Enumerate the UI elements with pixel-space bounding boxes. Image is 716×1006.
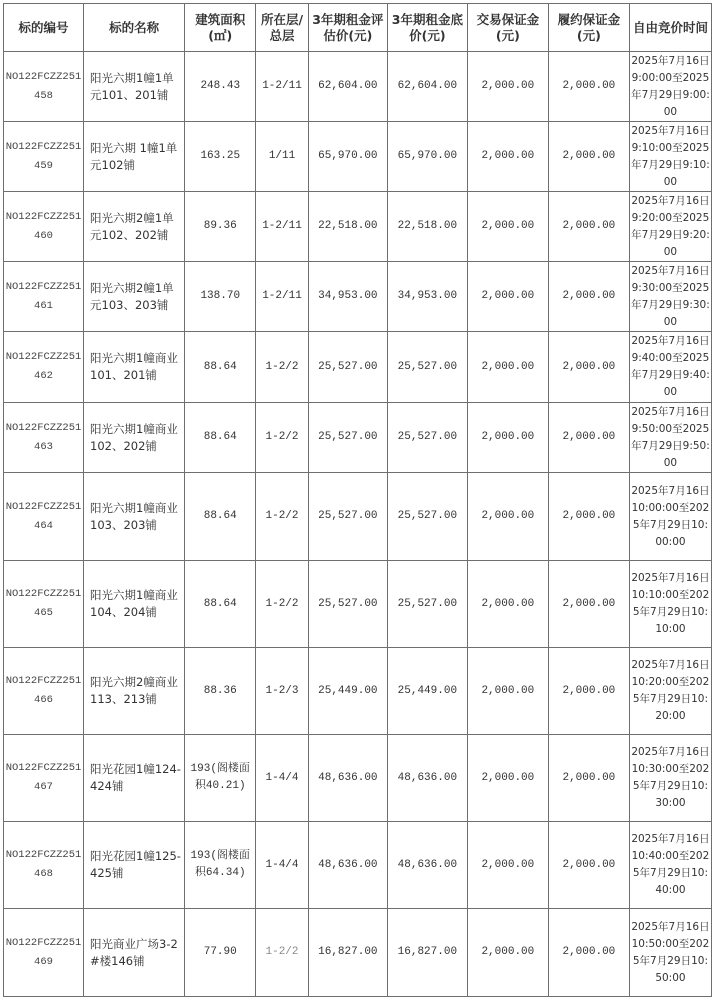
lot-name-cell-text: 阳光六期1幢1单元101、201铺 xyxy=(90,70,174,102)
performance-deposit-cell xyxy=(548,403,629,473)
bidding-time-cell-text: 2025年7月16日9:50:00至2025年7月29日9:50:00 xyxy=(631,405,710,469)
lot-name-cell-text: 阳光商业广场3-2#楼146铺 xyxy=(90,936,178,968)
auction-lot-table xyxy=(3,3,712,997)
assessed-rent-cell-text: 25,527.00 xyxy=(318,597,378,610)
assessed-rent-cell-text: 62,604.00 xyxy=(318,80,378,92)
base-rent-cell xyxy=(387,52,467,122)
lot-id-cell-text: NO122FCZZ251469 xyxy=(5,936,82,968)
area-cell-text: 77.90 xyxy=(203,946,237,958)
header-base-rent: 3年期租金底价(元) xyxy=(387,4,467,52)
bidding-time-cell-text: 2025年7月16日10:00:00至2025年7月29日10:00:00 xyxy=(631,484,710,548)
floor-cell xyxy=(256,262,309,332)
table-row xyxy=(4,403,712,473)
performance-deposit-cell-text: 2,000.00 xyxy=(562,858,616,871)
floor-cell xyxy=(256,332,309,403)
assessed-rent-cell xyxy=(308,262,387,332)
base-rent-cell xyxy=(387,909,467,997)
performance-deposit-cell xyxy=(548,262,629,332)
trade-deposit-cell xyxy=(467,648,548,735)
trade-deposit-cell xyxy=(467,909,548,997)
base-rent-cell-text: 25,449.00 xyxy=(397,684,458,697)
performance-deposit-cell-text: 2,000.00 xyxy=(562,431,616,443)
header-lot-id: 标的编号 xyxy=(4,4,84,52)
table-body xyxy=(4,52,712,997)
area-cell xyxy=(185,822,256,909)
lot-name-cell-text: 阳光六期 1幢1单元102铺 xyxy=(90,140,178,172)
lot-name-cell-text: 阳光六期2幢1单元103、203铺 xyxy=(90,280,174,312)
table-row xyxy=(4,192,712,262)
assessed-rent-cell xyxy=(308,648,387,735)
floor-cell xyxy=(256,192,309,262)
assessed-rent-cell xyxy=(308,822,387,909)
area-cell-text: 193(阁楼面积64.34) xyxy=(190,850,250,879)
performance-deposit-cell xyxy=(548,735,629,822)
auction-table-wrapper xyxy=(3,3,712,997)
floor-cell xyxy=(256,473,309,561)
table-row xyxy=(4,262,712,332)
table-row xyxy=(4,648,712,735)
lot-id-cell-text: NO122FCZZ251458 xyxy=(5,70,82,102)
lot-name-cell-text: 阳光六期1幢商业104、204铺 xyxy=(90,588,178,619)
bidding-time-cell-text: 2025年7月16日9:40:00至2025年7月29日9:40:00 xyxy=(631,335,710,398)
area-cell xyxy=(185,122,256,192)
lot-id-cell xyxy=(4,735,84,822)
performance-deposit-cell-text: 2,000.00 xyxy=(562,80,616,92)
bidding-time-cell xyxy=(629,822,711,909)
header-performance-deposit: 履约保证金(元) xyxy=(548,4,629,52)
base-rent-cell-text: 65,970.00 xyxy=(397,150,458,162)
trade-deposit-cell xyxy=(467,122,548,192)
performance-deposit-cell xyxy=(548,822,629,909)
floor-cell-text: 1-2/2 xyxy=(265,597,299,610)
floor-cell-text: 1-4/4 xyxy=(265,771,299,784)
area-cell xyxy=(185,52,256,122)
bidding-time-cell xyxy=(629,262,711,332)
bidding-time-cell-text: 2025年7月16日9:30:00至2025年7月29日9:30:00 xyxy=(631,264,710,328)
floor-cell xyxy=(256,122,309,192)
bidding-time-cell xyxy=(629,122,711,192)
lot-id-cell-text: NO122FCZZ251463 xyxy=(5,421,82,453)
floor-cell-text: 1-2/11 xyxy=(262,290,302,302)
trade-deposit-cell-text: 2,000.00 xyxy=(481,80,535,92)
performance-deposit-cell xyxy=(548,909,629,997)
assessed-rent-cell-text: 25,527.00 xyxy=(318,510,378,522)
base-rent-cell-text: 16,827.00 xyxy=(397,946,458,958)
trade-deposit-cell-text: 2,000.00 xyxy=(481,597,535,610)
lot-name-cell-text: 阳光花园1幢124-424铺 xyxy=(90,762,181,793)
trade-deposit-cell-text: 2,000.00 xyxy=(481,290,535,302)
trade-deposit-cell-text: 2,000.00 xyxy=(481,431,535,443)
base-rent-cell xyxy=(387,192,467,262)
trade-deposit-cell xyxy=(467,561,548,648)
area-cell-text: 88.64 xyxy=(203,597,237,610)
table-header-row xyxy=(4,4,712,52)
table-row xyxy=(4,909,712,997)
trade-deposit-cell xyxy=(467,332,548,403)
lot-id-cell-text: NO122FCZZ251466 xyxy=(5,675,82,706)
performance-deposit-cell xyxy=(548,648,629,735)
base-rent-cell xyxy=(387,473,467,561)
base-rent-cell-text: 34,953.00 xyxy=(397,290,458,302)
assessed-rent-cell xyxy=(308,332,387,403)
table-row xyxy=(4,822,712,909)
table-row xyxy=(4,332,712,403)
area-cell-text: 88.36 xyxy=(203,684,237,697)
area-cell xyxy=(185,648,256,735)
assessed-rent-cell xyxy=(308,473,387,561)
assessed-rent-cell-text: 25,449.00 xyxy=(318,684,378,697)
lot-id-cell xyxy=(4,561,84,648)
assessed-rent-cell xyxy=(308,52,387,122)
area-cell xyxy=(185,192,256,262)
floor-cell-text: 1-2/3 xyxy=(265,684,299,697)
bidding-time-cell xyxy=(629,403,711,473)
performance-deposit-cell-text: 2,000.00 xyxy=(562,946,616,958)
lot-name-cell xyxy=(84,473,185,561)
header-floor: 所在层/总层 xyxy=(256,4,309,52)
performance-deposit-cell-text: 2,000.00 xyxy=(562,771,616,784)
assessed-rent-cell-text: 25,527.00 xyxy=(318,431,378,443)
trade-deposit-cell-text: 2,000.00 xyxy=(481,150,535,162)
area-cell xyxy=(185,909,256,997)
trade-deposit-cell xyxy=(467,192,548,262)
lot-id-cell xyxy=(4,52,84,122)
assessed-rent-cell-text: 48,636.00 xyxy=(318,858,378,871)
lot-name-cell xyxy=(84,403,185,473)
area-cell-text: 88.64 xyxy=(203,360,237,373)
performance-deposit-cell-text: 2,000.00 xyxy=(562,684,616,697)
header-bidding-time: 自由竞价时间 xyxy=(629,4,711,52)
base-rent-cell-text: 25,527.00 xyxy=(397,431,458,443)
base-rent-cell xyxy=(387,561,467,648)
assessed-rent-cell-text: 34,953.00 xyxy=(318,290,378,302)
area-cell-text: 88.64 xyxy=(203,510,237,522)
trade-deposit-cell-text: 2,000.00 xyxy=(481,510,535,522)
lot-name-cell xyxy=(84,648,185,735)
performance-deposit-cell xyxy=(548,122,629,192)
bidding-time-cell-text: 2025年7月16日9:00:00至2025年7月29日9:00:00 xyxy=(631,54,710,118)
area-cell xyxy=(185,561,256,648)
lot-id-cell xyxy=(4,122,84,192)
base-rent-cell-text: 62,604.00 xyxy=(397,80,458,92)
trade-deposit-cell-text: 2,000.00 xyxy=(481,946,535,958)
floor-cell-text: 1-2/11 xyxy=(262,220,302,232)
floor-cell xyxy=(256,648,309,735)
bidding-time-cell xyxy=(629,332,711,403)
trade-deposit-cell xyxy=(467,262,548,332)
lot-id-cell-text: NO122FCZZ251468 xyxy=(5,849,82,880)
trade-deposit-cell-text: 2,000.00 xyxy=(481,858,535,871)
trade-deposit-cell xyxy=(467,735,548,822)
floor-cell-text: 1-2/2 xyxy=(265,431,299,443)
area-cell xyxy=(185,735,256,822)
lot-id-cell xyxy=(4,909,84,997)
base-rent-cell xyxy=(387,735,467,822)
area-cell-text: 248.43 xyxy=(200,80,241,92)
lot-name-cell xyxy=(84,122,185,192)
bidding-time-cell-text: 2025年7月16日10:10:00至2025年7月29日10:10:00 xyxy=(631,572,710,635)
assessed-rent-cell-text: 25,527.00 xyxy=(318,360,378,373)
lot-id-cell-text: NO122FCZZ251460 xyxy=(5,210,82,242)
bidding-time-cell xyxy=(629,52,711,122)
header-trade-deposit: 交易保证金(元) xyxy=(467,4,548,52)
area-cell-text: 163.25 xyxy=(200,150,241,162)
trade-deposit-cell-text: 2,000.00 xyxy=(481,771,535,784)
base-rent-cell xyxy=(387,648,467,735)
assessed-rent-cell xyxy=(308,735,387,822)
trade-deposit-cell xyxy=(467,52,548,122)
performance-deposit-cell xyxy=(548,192,629,262)
area-cell-text: 193(阁楼面积40.21) xyxy=(190,763,250,792)
floor-cell xyxy=(256,822,309,909)
bidding-time-cell-text: 2025年7月16日10:50:00至2025年7月29日10:50:00 xyxy=(631,920,710,984)
lot-name-cell xyxy=(84,192,185,262)
base-rent-cell xyxy=(387,332,467,403)
trade-deposit-cell-text: 2,000.00 xyxy=(481,220,535,232)
floor-cell xyxy=(256,909,309,997)
lot-name-cell xyxy=(84,561,185,648)
bidding-time-cell xyxy=(629,473,711,561)
floor-cell-text: 1-4/4 xyxy=(265,858,299,871)
base-rent-cell xyxy=(387,122,467,192)
area-cell-text: 89.36 xyxy=(203,220,237,232)
floor-cell xyxy=(256,52,309,122)
lot-name-cell-text: 阳光六期2幢1单元102、202铺 xyxy=(90,210,174,242)
bidding-time-cell-text: 2025年7月16日10:40:00至2025年7月29日10:40:00 xyxy=(631,833,710,896)
trade-deposit-cell xyxy=(467,403,548,473)
lot-name-cell xyxy=(84,735,185,822)
assessed-rent-cell xyxy=(308,909,387,997)
assessed-rent-cell-text: 48,636.00 xyxy=(318,771,378,784)
floor-cell-text: 1-2/2 xyxy=(265,360,299,373)
area-cell xyxy=(185,403,256,473)
area-cell xyxy=(185,473,256,561)
lot-id-cell xyxy=(4,262,84,332)
base-rent-cell-text: 25,527.00 xyxy=(397,360,458,373)
lot-id-cell xyxy=(4,473,84,561)
base-rent-cell xyxy=(387,822,467,909)
trade-deposit-cell xyxy=(467,473,548,561)
base-rent-cell xyxy=(387,262,467,332)
assessed-rent-cell xyxy=(308,192,387,262)
lot-id-cell xyxy=(4,192,84,262)
performance-deposit-cell-text: 2,000.00 xyxy=(562,510,616,522)
performance-deposit-cell xyxy=(548,561,629,648)
floor-cell xyxy=(256,735,309,822)
trade-deposit-cell xyxy=(467,822,548,909)
lot-name-cell-text: 阳光花园1幢125-425铺 xyxy=(90,849,181,880)
floor-cell xyxy=(256,561,309,648)
assessed-rent-cell-text: 22,518.00 xyxy=(318,220,378,232)
performance-deposit-cell-text: 2,000.00 xyxy=(562,220,616,232)
lot-id-cell-text: NO122FCZZ251461 xyxy=(5,280,82,312)
bidding-time-cell-text: 2025年7月16日10:30:00至2025年7月29日10:30:00 xyxy=(631,746,710,809)
lot-id-cell-text: NO122FCZZ251459 xyxy=(5,140,82,172)
header-lot-name: 标的名称 xyxy=(84,4,185,52)
performance-deposit-cell xyxy=(548,52,629,122)
lot-id-cell-text: NO122FCZZ251465 xyxy=(5,588,82,619)
lot-id-cell xyxy=(4,332,84,403)
lot-id-cell-text: NO122FCZZ251462 xyxy=(5,351,82,382)
bidding-time-cell xyxy=(629,561,711,648)
base-rent-cell-text: 25,527.00 xyxy=(397,597,458,610)
area-cell-text: 88.64 xyxy=(203,431,237,443)
assessed-rent-cell xyxy=(308,403,387,473)
lot-id-cell xyxy=(4,822,84,909)
performance-deposit-cell-text: 2,000.00 xyxy=(562,150,616,162)
table-row xyxy=(4,473,712,561)
assessed-rent-cell xyxy=(308,561,387,648)
floor-cell-text: 1/11 xyxy=(268,150,296,162)
lot-name-cell xyxy=(84,909,185,997)
lot-name-cell-text: 阳光六期1幢商业101、201铺 xyxy=(90,351,178,382)
bidding-time-cell xyxy=(629,735,711,822)
assessed-rent-cell-text: 16,827.00 xyxy=(318,946,378,958)
lot-name-cell xyxy=(84,52,185,122)
lot-name-cell xyxy=(84,262,185,332)
lot-name-cell-text: 阳光六期1幢商业102、202铺 xyxy=(90,421,178,453)
base-rent-cell xyxy=(387,403,467,473)
base-rent-cell-text: 25,527.00 xyxy=(397,510,458,522)
header-area: 建筑面积(㎡) xyxy=(185,4,256,52)
performance-deposit-cell-text: 2,000.00 xyxy=(562,290,616,302)
base-rent-cell-text: 48,636.00 xyxy=(397,858,458,871)
floor-cell-text: 1-2/2 xyxy=(265,510,299,522)
table-row xyxy=(4,735,712,822)
lot-id-cell xyxy=(4,648,84,735)
bidding-time-cell-text: 2025年7月16日9:20:00至2025年7月29日9:20:00 xyxy=(631,194,710,258)
performance-deposit-cell xyxy=(548,473,629,561)
lot-id-cell xyxy=(4,403,84,473)
base-rent-cell-text: 22,518.00 xyxy=(397,220,458,232)
floor-cell-text: 1-2/11 xyxy=(262,80,302,92)
lot-id-cell-text: NO122FCZZ251464 xyxy=(5,500,82,532)
trade-deposit-cell-text: 2,000.00 xyxy=(481,360,535,373)
lot-name-cell-text: 阳光六期1幢商业103、203铺 xyxy=(90,500,178,532)
area-cell-text: 138.70 xyxy=(200,290,241,302)
bidding-time-cell xyxy=(629,192,711,262)
performance-deposit-cell-text: 2,000.00 xyxy=(562,597,616,610)
lot-id-cell-text: NO122FCZZ251467 xyxy=(5,762,82,793)
table-row xyxy=(4,52,712,122)
bidding-time-cell xyxy=(629,909,711,997)
lot-name-cell xyxy=(84,332,185,403)
floor-cell-text: 1-2/2 xyxy=(265,946,299,958)
assessed-rent-cell xyxy=(308,122,387,192)
bidding-time-cell-text: 2025年7月16日10:20:00至2025年7月29日10:20:00 xyxy=(631,659,710,722)
lot-name-cell xyxy=(84,822,185,909)
assessed-rent-cell-text: 65,970.00 xyxy=(318,150,378,162)
area-cell xyxy=(185,262,256,332)
floor-cell xyxy=(256,403,309,473)
trade-deposit-cell-text: 2,000.00 xyxy=(481,684,535,697)
bidding-time-cell-text: 2025年7月16日9:10:00至2025年7月29日9:10:00 xyxy=(631,124,710,188)
bidding-time-cell xyxy=(629,648,711,735)
table-row xyxy=(4,122,712,192)
header-assessed-rent: 3年期租金评估价(元) xyxy=(308,4,387,52)
performance-deposit-cell xyxy=(548,332,629,403)
area-cell xyxy=(185,332,256,403)
table-row xyxy=(4,561,712,648)
lot-name-cell-text: 阳光六期2幢商业113、213铺 xyxy=(90,675,178,706)
base-rent-cell-text: 48,636.00 xyxy=(397,771,458,784)
performance-deposit-cell-text: 2,000.00 xyxy=(562,360,616,373)
